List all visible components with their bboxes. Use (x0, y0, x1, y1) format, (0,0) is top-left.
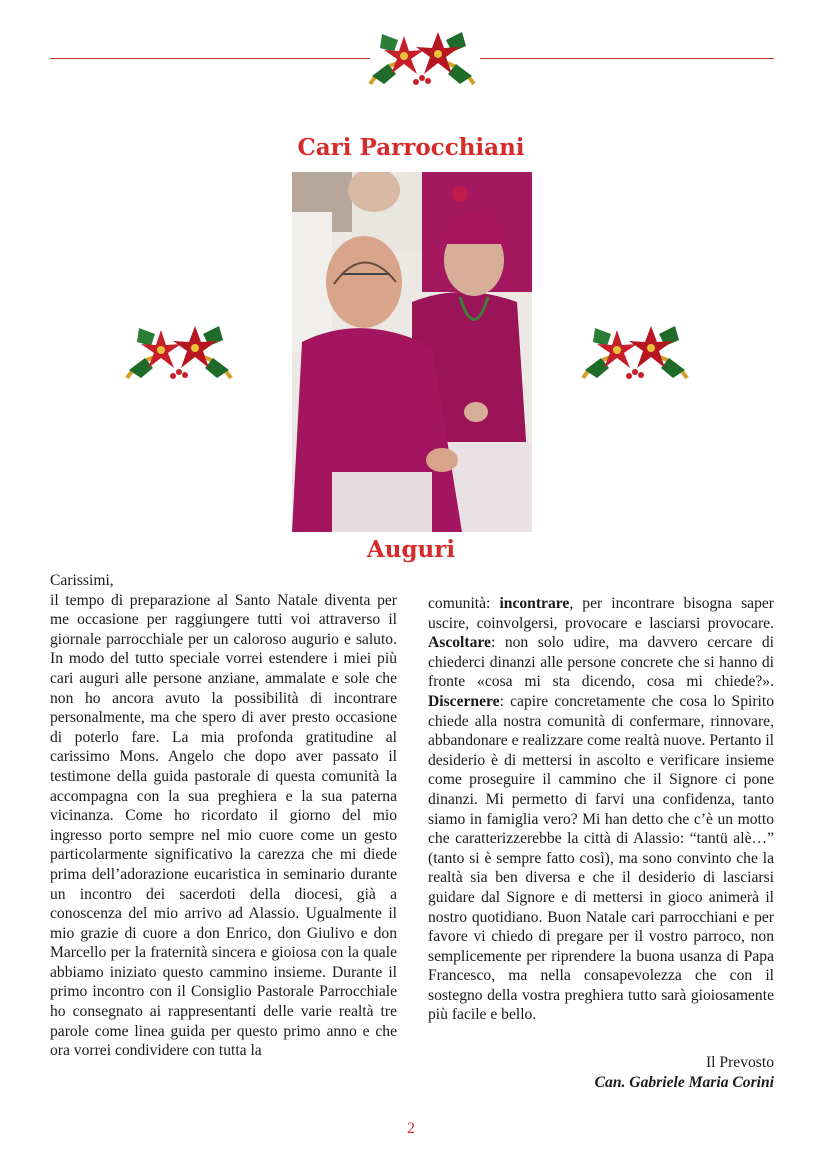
letter-left-column (50, 571, 397, 1061)
letter-right-column (428, 594, 774, 1025)
text-segment: , per incontrare bisogna saper uscire, coinvolgersi, provocare e lasciarsi provocare. (428, 595, 774, 632)
text-segment: comunità: (428, 595, 500, 612)
top-rule-right (480, 58, 774, 59)
section-subtitle: Auguri (366, 536, 456, 563)
keyword-incontrare: incontrare (499, 595, 570, 612)
keyword-ascoltare: Ascoltare (428, 634, 491, 652)
top-rule-left (50, 58, 370, 59)
text-segment: : non solo udire, ma davvero cercare di chiederci dinanzi alle persone concrete che si hanno di fronte «cosa mi sta dicendo, cosa mi chiede?». (428, 634, 774, 691)
letter-body-right (428, 594, 774, 1025)
page-number: 2 (407, 1120, 415, 1137)
signature-role: Il Prevosto (705, 1054, 774, 1071)
clergy-photo (292, 172, 532, 532)
poinsettia-icon (118, 320, 240, 386)
poinsettia-icon (574, 320, 696, 386)
signature-name: Can. Gabriele Maria Corini (594, 1074, 774, 1091)
page-title: Cari Parrocchiani (297, 134, 525, 161)
poinsettia-icon (362, 26, 482, 92)
letter-greeting: Carissimi, (50, 572, 114, 589)
letter-body-left: il tempo di preparazione al Santo Natale diventa per me occasione per raggiungere tutti voi attraverso il giornale parrocchiale per un caloroso augurio e saluto. In modo del tutto speciale vorrei estendere i miei più cari auguri alle persone anziane, ammalate e sole che non ho ancora avuto la possibilità di incontrare personalmente, ma che spero di aver presto occasione di poterlo fare. La mia profonda gratitudine al carissimo Mons. Angelo che dopo aver passato il testimone della guida pastorale di questa comunità la accompagna con la sua preghiera e la sua paterna vicinanza. Come ho ricordato il giorno del mio ingresso porto sempre nel mio cuore come un gesto particolarmente significativo la carezza che mi diede prima dell’adorazione eucaristica in seminario durante un incontro dei sacerdoti della diocesi, già a conoscenza del mio arrivo ad Alassio. Ugualmente il mio grazie di cuore a don Enrico, don Giulivo e don Marcello per la fraternità sincera e gioiosa con la quale abbiamo iniziato questo cammino insieme. Durante il primo incontro con il Consiglio Pastorale Parrocchiale ho consegnato ai rappresentanti delle varie realtà tre parole come linea guida per questo primo anno e che ora vorrei condividere con tutta la (50, 591, 397, 1060)
text-segment: : capire concretamente che cosa lo Spirito chiede alla nostra comunità di confermare, rinnovare, abbandonare e realizzare come realtà nuove. Pertanto il desiderio è di mettersi in ascolto e verificare insieme come proseguire il cammino che il Signore ci pone dinanzi. Mi permetto di farvi una confidenza, tanto siamo in famiglia vero? Mi han detto che c’è un motto che caratterizzerebbe la città di Alassio: “tantü alè…” (tanto si è sempre fatto così), ma sono convinto che la realtà sia ben diversa e che il desiderio di lasciarsi guidare dal Signore e di mettersi in gioco animerà il nostro quotidiano. Buon Natale cari parrocchiani e per favore vi chiedo di pregare per il vostro parroco, non semplicemente per riprendere la buona usanza di Papa Francesco, ma nella consapevolezza che con il sostegno della vostra preghiera tutto sarà gioiosamente più facile e bello. (428, 692, 774, 1024)
keyword-discernere: Discernere (428, 692, 500, 710)
signature-block (595, 1053, 774, 1093)
